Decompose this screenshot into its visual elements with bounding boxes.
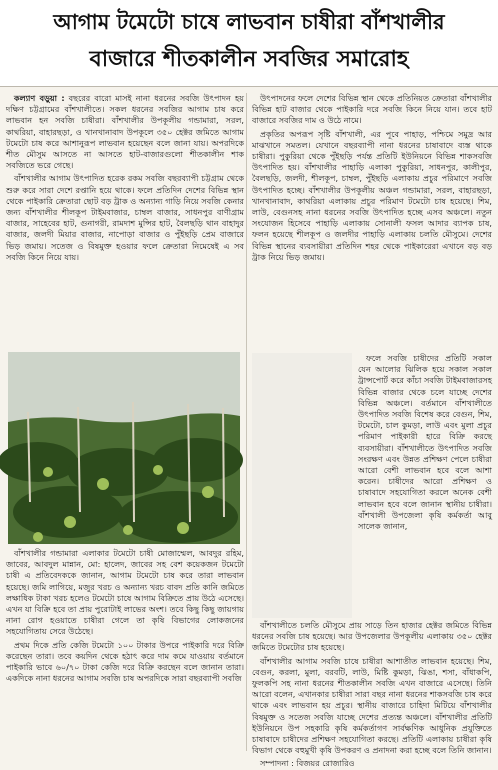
article-paragraph: বাঁশখালীর গন্ডামারা এলাকার টমেটো চাষী মোজাম্মেল, আবদুর রহিম, জাবের, আবদুল মান্নান, মো: হালেদ, জাবের সহ বেশ কয়েকজন টমেটো চাষী এ প্রতিবেদককে জানান, আগাম টমেটো চাষ করে তারা লাভবান হয়েছে। জমি লাগিয়ে, মজুর খরচ ও অন্যান্য খরচ বাবদ প্রতি কানি জমিতে লক্ষাধিক টাকা খরচ হলেও টমেটো চাষে আগাম বিক্রিতে প্রায় উঠে এসেছে। এখন যা বিক্রি হবে তা প্রায় পুরোটাই লাভের অংশ। তবে কিছু কিছু জায়গায় নানা রোগ হওয়াতে চাষীরা গেলে তা কৃষি বিভাগের লোকজনের সহযোগিতায় সেরে উঠেছে। [6,548,244,637]
editor-credit: সম্পাদনা : বিজয়র রোজারিও [260,758,355,769]
byline: কল্যাণ বড়ুয়া : [14,93,65,103]
article-column-left-top [6,93,244,349]
article-paragraph: বাঁশখালীর আগাম উৎপাদিত হরেক রকম সবজি বছরব্যাপী চট্টগ্রাম থেকে শুরু করে সারা দেশে রপ্তানি হয়ে থাকে। ফলে প্রতিদিন দেশের বিভিন্ন স্থান থেকে পাইকারি ক্রেতারা ছোট বড় ট্রাক ও অন্যান্য গাড়ি নিয়ে সবজি কেনার জন্য বাঁশখালীর শীলকূপ টাইমবাজার, চাম্বল বাজার, সাধনপুর বাণীগ্রাম বাজার, সাহেবের হাট, গুনাগরী, রামদাশ মুন্সির হাট, বৈলছড়ি থান বাহাদুর বাজার, জলদী মিয়ার বাজার, নাপোড়া বাজার ও পুঁইছড়ি প্রেম বাজারে ভিড় জমায়। সতেজ ও বিষমুক্ত হওয়ার ফলে ক্রেতারা নিমেষেই এ সব সবজি কিনে নিয়ে যায়। [6,173,244,262]
headline [0,0,498,87]
article-paragraph: প্রথম দিকে প্রতি কেজি টমেটো ১০০ টাকার উপরে পাইকারি দরে বিক্রি করেছেন তারা। তবে কয়দিন থেকে হঠাৎ করে দাম কমে যাওয়ায় বর্তমানে পাইকারি ভাবে ৬০/৭০ টাকা কেজি দরে বিক্রি করছেন বলে জানান তারা। একদিকে নানা ধরনের আগাম সবজি চাষ অপরদিকে সারা বছরব্যাপী সবজি [6,639,244,684]
headline-line-1: আগাম টমেটো চাষে লাভবান চাষীরা বাঁশখালীর [53,10,445,34]
vegetable-inset-photo [252,353,352,618]
article-column-left-bottom [6,548,244,752]
article-column-right-mid [358,353,492,618]
article-paragraph: বছরের বারো মাসই নানা ধরনের সবজি উৎপাদন হয় দক্ষিণ চট্টগ্রামের বাঁশখালীতে। সকল ধরনের সবজির আগাম চাষ করে লাভবান হন সবজি চাষীরা। বাঁশখালীর উপকূলীয় গন্ডামারা, সরল, কাথরিয়া, বাহারছড়া, ও খানখানাবাদ উপকূলে ৩৫০ হেক্টর জমিতে আগাম টমেটো চাষ করে আশানুরূপ লাভবান হয়েছেন বলে জানা যায়। অপরদিকে শীত মৌসুম আসতে না আসতে হাট-বাজারগুলো শীতকালীন শাক সবজিতে ভরে গেছে। [6,93,244,171]
vegetable-inset-illustration [252,353,352,618]
tomato-field-illustration [8,352,240,544]
headline-line-2: বাজারে শীতকালীন সবজির সমারোহ [89,47,409,72]
article-paragraph: বাঁশখালীর আগাম সবজি চাষে চাষীরা আশাতীত লাভবান হয়েছে। শিম, বেগুন, করলা, মুলা, বরবটি, লাউ, মিষ্টি কুমড়া, ঝিঙা, শসা, বাঁধাকপি, ফুলকপি সহ নানা ধরনের শীতকালীন সবজি এখন বাজারে এসেছে। তিনি আরো বলেন, এখানকার চাষীরা সারা বছর নানা ধরনের শাকসবজি চাষ করে থাকে এবং লাভবান হয় প্রচুর। স্থানীয় বাজারে চাহিদা মিটিয়ে বাঁশখালীর বিষমুক্ত ও সতেজ সবজি যাচ্ছে দেশের প্রত্যন্ত অঞ্চলে। বাঁশখালীর প্রতিটি ইউনিয়নে উপ সহকারি কৃষি কর্মকর্তাগণ সার্বক্ষণিক আধুনিক প্রযুক্তিতে চাষাবাদে চাষীদের প্রশিক্ষণ সহযোগিতা করছে। প্রতিটি এলাকায় চাষীরা কৃষি বিভাগ থেকে বহুমুখী কৃষি উপকরণ ও প্রনাদনা করা হচ্ছে বলে তিনি জানান। [252,655,492,756]
article-paragraph: উৎপাদনের ফলে দেশের বিভিন্ন স্থান থেকে প্রতিনিয়ত ক্রেতারা বাঁশখালীর বিভিন্ন হাট বাজার থেকে পাইকারি দরে সবজি কিনে নিয়ে যান। তবে হাট বাজারে সবজির দাম ও উঠে নামে। [252,93,492,126]
column-divider [246,93,247,751]
article-paragraph: প্রকৃতির অপরূপ সৃষ্টি বাঁশখালী, এর পূবে পাহাড়, পশ্চিমে সমুদ্র আর মাঝখানে সমতল। যেখানে বছরব্যাপী নানা ধরনের চাষাবাদে ব্যস্ত থাকে চাষীরা। পুকুরিয়া থেকে পুঁইছড়ি পর্যন্ত প্রতিটি ইউনিয়নে বিভিন্ন শাকসবজি উৎপাদিত হয়। বাঁশখালীর পাহাড়ি এলাকা পুকুরিয়া, সাধনপুর, কালীপুর, বৈলছড়ি, জলদী, শীলকূপ, চাম্বল, পুঁইছড়ি এলাকায় প্রচুর পরিমাণে সবজি উৎপাদিত হচ্ছে। বাঁশখালীর উপকূলীয় অঞ্চল গন্ডামারা, সরল, বাহারছড়া, খানখানাবাদ, কাথরিয়া এলাকায় প্রচুর পরিমাণ টমেটো চাষ হয়েছে। শিম, লাউ, বেগুনসহ নানা ধরনের সবজি উৎপাদিত হচ্ছে এসব অঞ্চলে। নতুন সংযোজন হিসেবে পাহাড়ি এলাকায় সোনালী ফসল আদার ব্যাপক চাষ, ফলন হয়েছে শীলকূপ ও জলদীর পাহাড়ি এলাকায় চলতি মৌসুমে। দেশের বিভিন্ন স্থানের ব্যবসায়ীরা প্রতিদিন শহর থেকে পাইকারেরা এখানে বড় বড় ট্রাক নিয়ে ভিড় জমায়। [252,128,492,262]
article-paragraph: বাঁশখালীতে চলতি মৌসুমে প্রায় সাড়ে তিন হাজার হেক্টর জমিতে বিভিন্ন ধরনের সবজি চাষ হয়েছে। আর উপজেলার উপকূলীয় এলাকায় ৩৫০ হেক্টর জমিতে টমেটোর চাষ হয়েছে। [252,620,492,653]
article-column-right-bottom [252,620,492,769]
article-paragraph: ফলে সবজি চাষীদের প্রতিটি সকাল যেন আলোর ঝিলিক হয়ে সকাল সকাল ট্রান্সপোর্ট করে কাঁচা সবজি টাইমবাজারসহ বিভিন্ন বাজার থেকে চলে যাচ্ছে দেশের বিভিন্ন অঞ্চলে। বর্তমানে বাঁশখালীতে উৎপাদিত সবজি বিশেষ করে বেগুন, শিম, টমেটো, চাল কুমড়া, লাউ এবং মুলা প্রচুর পরিমাণ পাইকারী হারে বিক্রি করছে ব্যবসায়ীরা। বাঁশখালীতে উৎপাদিত সবজি সংরক্ষণ এবং উন্নত প্রশিক্ষণ পেলে চাষীরা আরো বেশী লাভবান হবে বলে আশা করেন। চাষীদের আরো প্রশিক্ষণ ও চাষাবাদে সহযোগিতা করলে অনেক বেশী লাভবান হবে বলে জানান স্থানীয় চাষীরা। বাঁশখালী উপজেলা কৃষি কর্মকর্তা আবু সালেক জানান, [358,353,492,532]
article-column-right-top [252,93,492,348]
tomato-field-photo [8,352,240,544]
